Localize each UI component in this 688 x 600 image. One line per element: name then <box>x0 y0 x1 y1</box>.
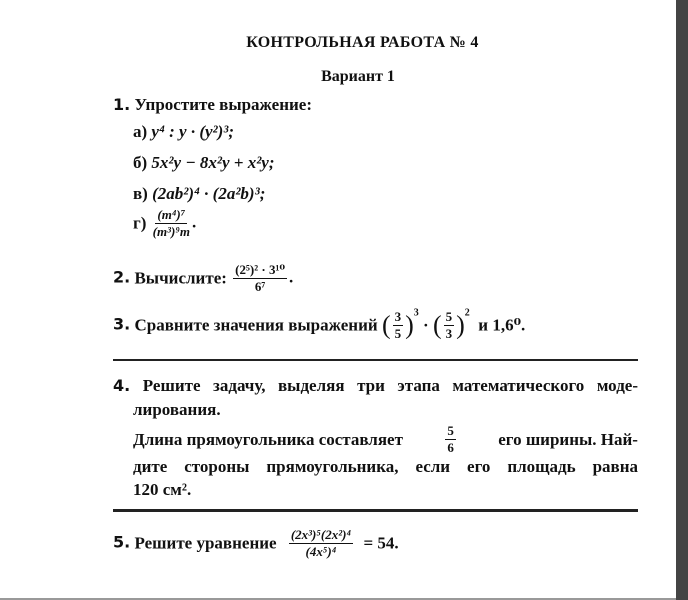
task-number: 1. <box>113 95 131 114</box>
fraction <box>289 528 353 559</box>
period: . <box>191 212 197 232</box>
task-number: 3. <box>113 314 131 334</box>
variant-heading: Вариант 1 <box>321 68 395 85</box>
task-1d <box>133 208 196 239</box>
denominator: (4x⁵)⁴ <box>305 544 337 559</box>
task-2 <box>113 263 293 294</box>
task-number: 4. <box>113 376 131 395</box>
denominator: 6⁷ <box>254 279 266 294</box>
expression: y⁴ : y · (y²)³; <box>151 122 235 141</box>
task-text: Сравните значения выражений <box>134 315 378 335</box>
task-4-line2: лирования. <box>133 400 221 419</box>
item-label: б) <box>133 153 148 172</box>
task-1c <box>133 184 265 204</box>
fraction <box>233 263 287 294</box>
numerator: (m⁴)⁷ <box>157 207 186 222</box>
fraction <box>444 310 455 341</box>
denominator: (m³)⁹m <box>152 224 190 239</box>
item-label: в) <box>133 184 148 203</box>
fraction <box>153 208 190 239</box>
page-title: КОНТРОЛЬНАЯ РАБОТА № 4 <box>246 34 479 51</box>
task-text: Длина прямоугольника составляет <box>133 429 403 449</box>
task-text: Упростите выражение: <box>134 95 312 114</box>
task-number: 5. <box>113 532 131 552</box>
task-number: 2. <box>113 267 131 287</box>
period: . <box>289 267 294 287</box>
exponent: 3 <box>413 307 419 319</box>
item-label: а) <box>133 122 148 141</box>
numerator: 5 <box>445 309 453 324</box>
task-text: и 1,6⁰. <box>478 315 526 335</box>
fraction <box>393 310 404 341</box>
denominator: 6 <box>447 440 454 455</box>
divider <box>113 509 638 512</box>
task-4-line3 <box>133 424 638 455</box>
expression: (2ab²)⁴ · (2a²b)³; <box>152 184 266 203</box>
numerator: 3 <box>394 309 402 324</box>
task-5 <box>113 528 399 559</box>
fraction <box>445 424 456 455</box>
task-4-line5: 120 см². <box>133 480 192 499</box>
numerator: 5 <box>447 423 454 438</box>
task-1a <box>133 122 234 142</box>
item-label: г) <box>133 213 147 233</box>
task-text: его ширины. Най- <box>498 429 638 449</box>
expression: 5x²y − 8x²y + x²y; <box>151 153 275 172</box>
task-3: 3. Сравните значения выражений ( $\frac{3}{5}$ )$^3$ · ( $\frac{5}{3}$ )$^2$ и 1,6⁰. <box>113 307 526 341</box>
divider <box>113 359 638 361</box>
viewer-edge <box>676 0 688 600</box>
task-text: Решите задачу, выделяя три этапа математического моде- <box>142 376 638 395</box>
denominator: 5 <box>394 326 402 341</box>
task-text: = 54. <box>363 533 399 553</box>
task-1b <box>133 153 275 173</box>
task-4-line1 <box>113 376 638 396</box>
numerator: (2⁵)² · 3¹⁰ <box>235 262 286 277</box>
denominator: 3 <box>445 326 453 341</box>
task-text: Решите уравнение <box>134 533 277 553</box>
dot: · <box>423 315 429 335</box>
task-1 <box>113 95 312 115</box>
task-text: Вычислите: <box>134 268 227 288</box>
numerator: (2x³)⁵(2x²)⁴ <box>290 527 351 542</box>
exponent: 2 <box>464 307 470 319</box>
task-4-line4: дите стороны прямоугольника, если его площадь равна <box>133 457 638 476</box>
